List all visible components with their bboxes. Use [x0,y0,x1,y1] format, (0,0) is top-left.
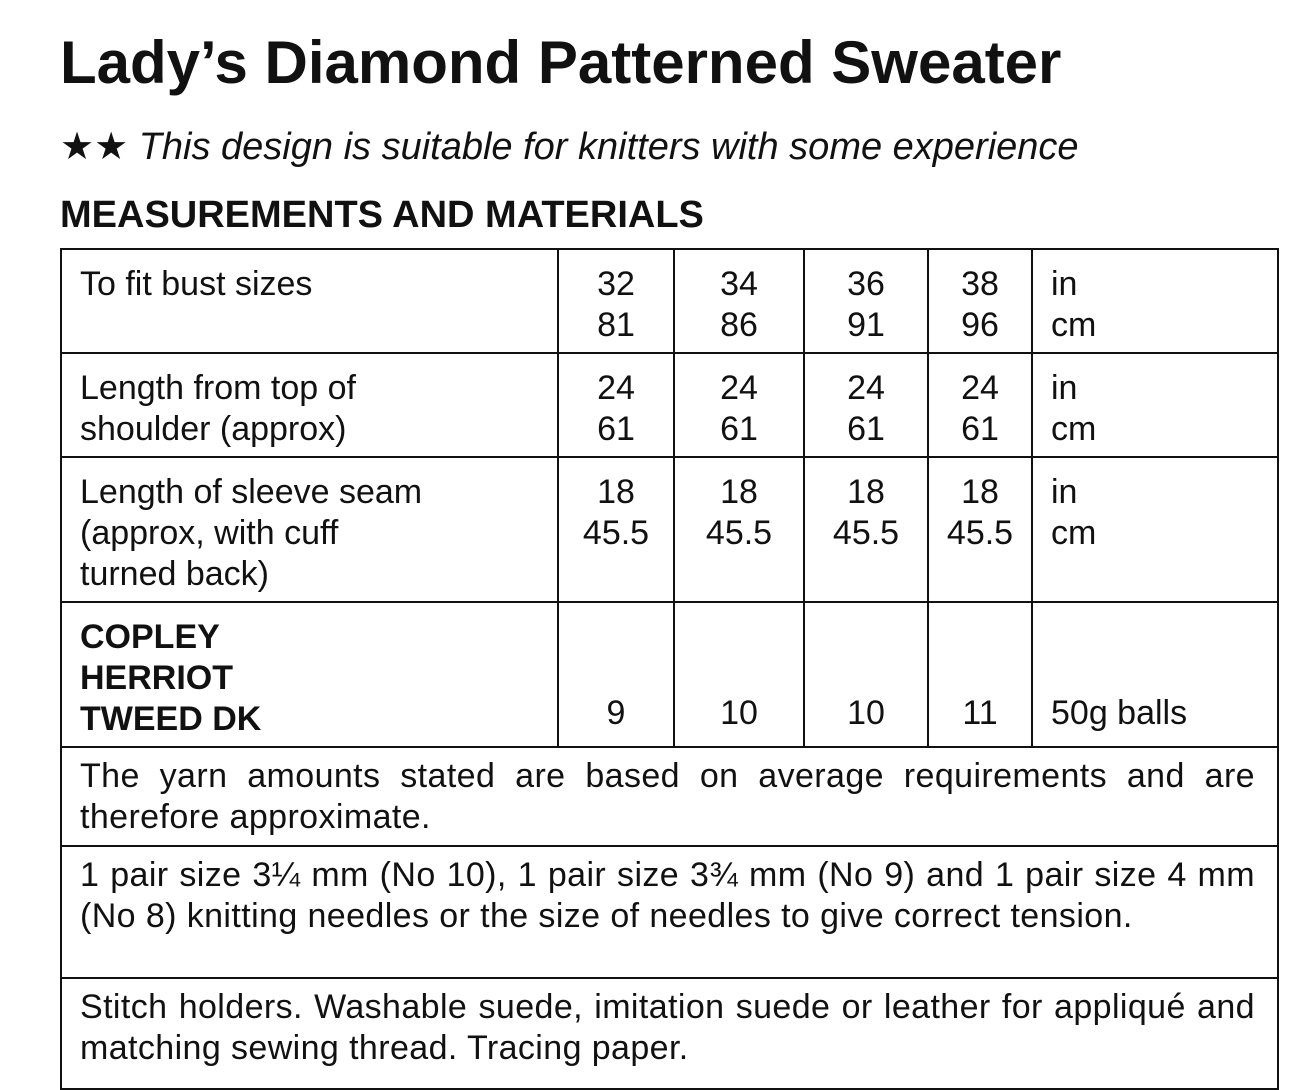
row-label: Length of sleeve seam (approx, with cuff turned back) [61,457,558,602]
table-row [61,747,1278,846]
row-label: To fit bust sizes [61,249,558,353]
yarn-quantity: 10 [674,602,804,747]
unit-cell: in cm [1032,353,1278,457]
size-value: 36 91 [804,249,928,353]
yarn-name: COPLEY HERRIOT TWEED DK [61,602,558,747]
table-row [61,602,1278,747]
size-value: 34 86 [674,249,804,353]
size-value: 38 96 [928,249,1032,353]
table-row [61,457,1278,602]
size-value: 18 45.5 [804,457,928,602]
yarn-note: The yarn amounts stated are based on average requirements and are therefore approximate. [61,747,1278,846]
size-value: 32 81 [558,249,674,353]
size-value: 18 45.5 [674,457,804,602]
yarn-quantity: 9 [558,602,674,747]
measurements-table [60,248,1279,1090]
table-row [61,978,1278,1089]
difficulty-note: ★★ This design is suitable for knitters with some experience [60,126,1079,168]
size-value: 18 45.5 [928,457,1032,602]
row-label: Length from top of shoulder (approx) [61,353,558,457]
table-row [61,353,1278,457]
section-heading: MEASUREMENTS AND MATERIALS [60,194,704,236]
size-value: 24 61 [928,353,1032,457]
needles-note: 1 pair size 3¼ mm (No 10), 1 pair size 3¾ mm (No 9) and 1 pair size 4 mm (No 8) knitting needles or the size of needles to give correct tension. [61,846,1278,978]
size-value: 24 61 [804,353,928,457]
extras-note: Stitch holders. Washable suede, imitation suede or leather for appliqué and matching sewing thread. Tracing paper. [61,978,1278,1089]
size-value: 24 61 [674,353,804,457]
yarn-quantity: 10 [804,602,928,747]
unit-cell: 50g balls [1032,602,1278,747]
size-value: 24 61 [558,353,674,457]
size-value: 18 45.5 [558,457,674,602]
unit-cell: in cm [1032,249,1278,353]
yarn-quantity: 11 [928,602,1032,747]
page-title: Lady’s Diamond Patterned Sweater [60,29,1062,96]
table-row [61,249,1278,353]
unit-cell: in cm [1032,457,1278,602]
table-row [61,846,1278,978]
